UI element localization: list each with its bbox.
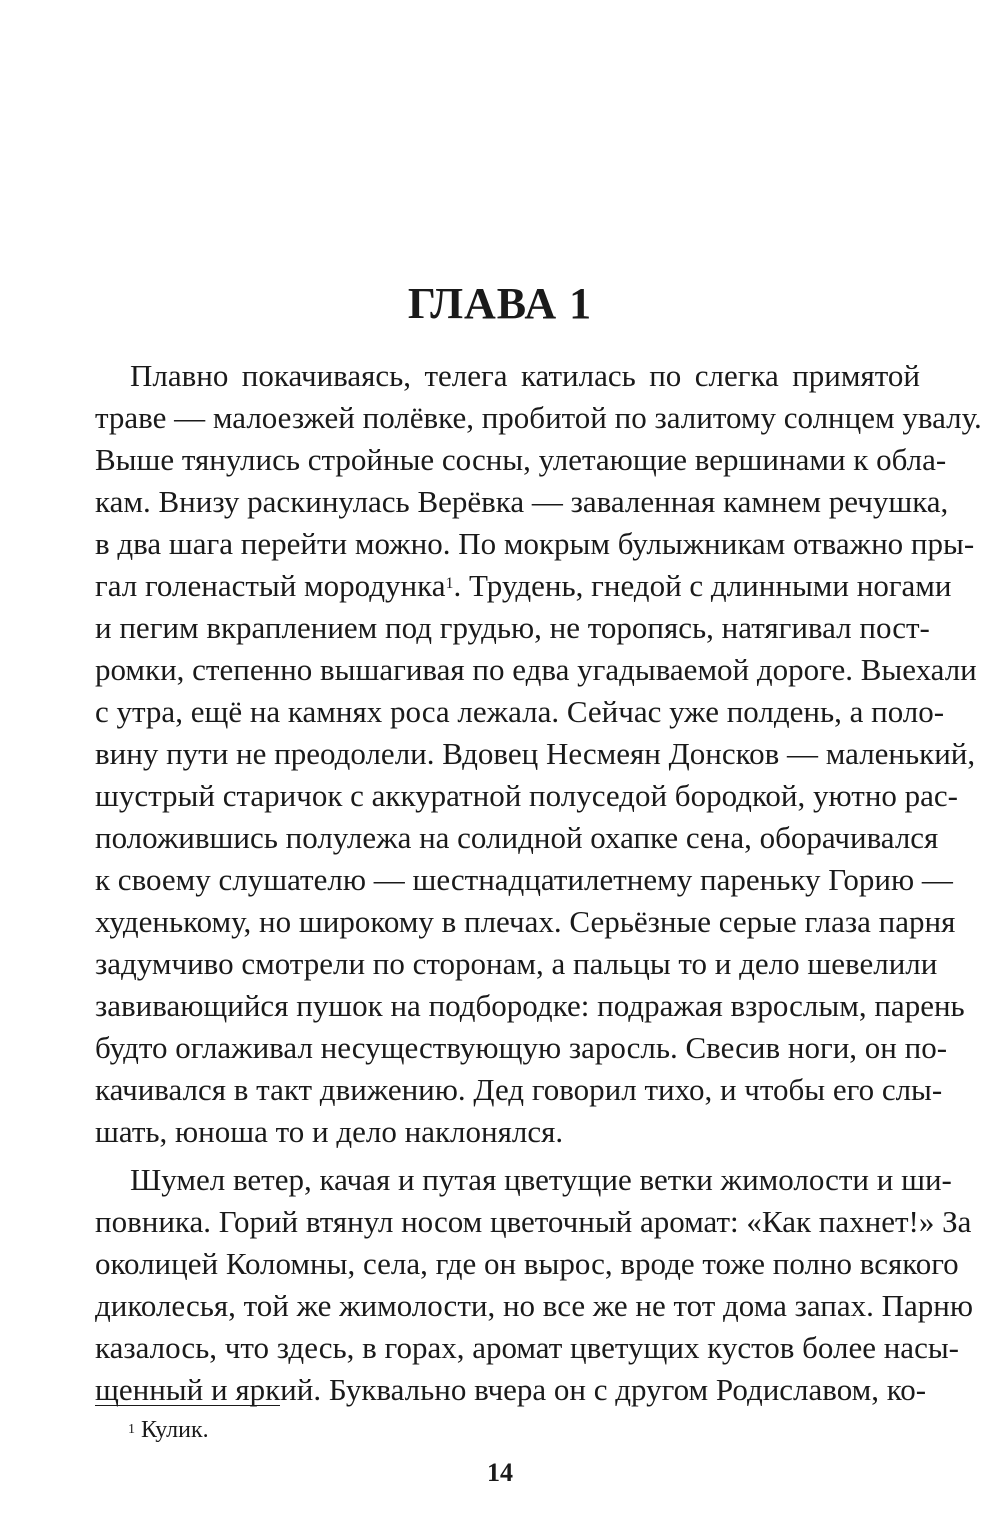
text-line: Шумел ветер, качая и путая цветущие ветки жимолости и ши- <box>130 1162 952 1197</box>
text-line: с утра, ещё на камнях роса лежала. Сейчас уже полдень, а поло- <box>95 694 945 729</box>
text-line: траве — малоезжей полёвке, пробитой по залитому солнцем увалу. <box>95 400 982 435</box>
footnote <box>128 1415 209 1445</box>
text-line: казалось, что здесь, в горах, аромат цветущих кустов более насы- <box>95 1330 959 1365</box>
footnote-text: Кулик. <box>141 1417 209 1443</box>
text-line: кам. Внизу раскинулась Верёвка — заваленная камнем речушка, <box>95 484 949 519</box>
text-line: повника. Горий втянул носом цветочный аромат: «Как пахнет!» За <box>95 1204 972 1239</box>
text-line: Выше тянулись стройные сосны, улетающие вершинами к обла- <box>95 442 947 477</box>
footnote-marker: 1 <box>128 1422 135 1437</box>
chapter-title: ГЛАВА 1 <box>407 279 593 328</box>
text-line: шустрый старичок с аккуратной полуседой бородкой, уютно рас- <box>95 778 959 813</box>
text-line: к своему слушателю — шестнадцатилетнему пареньку Горию — <box>95 862 953 897</box>
footnote-divider <box>95 1405 280 1406</box>
text-segment: . Трудень, гнедой с длинными ногами <box>453 568 952 603</box>
text-line: задумчиво смотрели по сторонам, а пальцы то и дело шевелили <box>95 946 938 981</box>
page-number: 14 <box>487 1458 513 1487</box>
text-line: околицей Коломны, села, где он вырос, вроде тоже полно всякого <box>95 1246 959 1281</box>
text-line: щенный и яркий. Буквально вчера он с другом Родиславом, ко- <box>95 1372 927 1407</box>
text-segment: гал голенастый мородунка <box>95 568 446 603</box>
text-line: завивающийся пушок на подбородке: подражая взрослым, парень <box>95 988 965 1023</box>
text-line: в два шага перейти можно. По мокрым булыжникам отважно пры- <box>95 526 975 561</box>
text-line: Плавно покачиваясь, телега катилась по слегка примятой <box>130 358 920 393</box>
text-line: качивался в такт движению. Дед говорил тихо, и чтобы его слы- <box>95 1072 943 1107</box>
text-line: диколесья, той же жимолости, но все же не тот дома запах. Парню <box>95 1288 973 1323</box>
footnote-reference: 1 <box>445 575 454 592</box>
text-line: положившись полулежа на солидной охапке сена, оборачивался <box>95 820 939 855</box>
text-line: и пегим вкраплением под грудью, не торопясь, натягивал пост- <box>95 610 930 645</box>
text-line-with-footnote <box>95 568 952 604</box>
text-line: будто оглаживал несуществующую заросль. Свесив ноги, он по- <box>95 1030 948 1065</box>
text-line: вину пути не преодолели. Вдовец Несмеян Донсков — маленький, <box>95 736 976 771</box>
text-line: ромки, степенно вышагивая по едва угадываемой дороге. Выехали <box>95 652 977 687</box>
text-line: худенькому, но широкому в плечах. Серьёзные серые глаза парня <box>95 904 956 939</box>
text-line: шать, юноша то и дело наклонялся. <box>95 1114 564 1149</box>
